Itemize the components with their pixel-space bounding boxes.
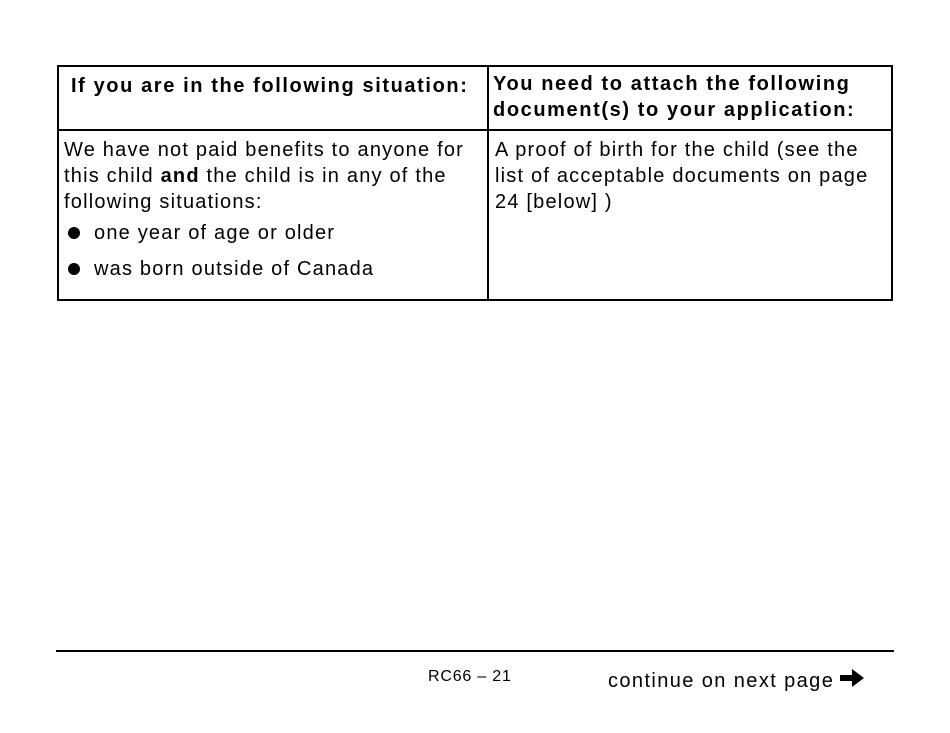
footer-divider <box>56 650 894 652</box>
list-item <box>64 256 484 282</box>
header-situation: If you are in the following situation: <box>71 75 469 97</box>
right-arrow-icon <box>838 666 866 696</box>
header-divider <box>59 129 891 131</box>
bullet-icon <box>68 227 80 239</box>
column-divider <box>487 67 489 299</box>
situation-cell <box>64 137 484 282</box>
requirements-table <box>57 65 893 301</box>
bullet-icon <box>68 263 80 275</box>
situation-intro <box>64 137 484 215</box>
intro-text-after: the child is in any of the following situations: <box>64 165 447 213</box>
intro-text-before: We have not paid benefits to anyone for this child <box>64 139 465 187</box>
header-documents: You need to attach the following document(s) to your application: <box>493 73 856 121</box>
list-item <box>64 220 484 246</box>
situation-list <box>64 220 484 282</box>
continue-link[interactable] <box>608 666 866 696</box>
continue-label: continue on next page <box>608 669 835 692</box>
intro-text-bold: and <box>160 165 200 187</box>
page-number: RC66 – 21 <box>428 668 512 685</box>
list-item-text: was born outside of Canada <box>94 258 375 280</box>
list-item-text: one year of age or older <box>94 222 336 244</box>
documents-cell: A proof of birth for the child (see the list of acceptable documents on page 24 [below] ) <box>495 139 869 213</box>
